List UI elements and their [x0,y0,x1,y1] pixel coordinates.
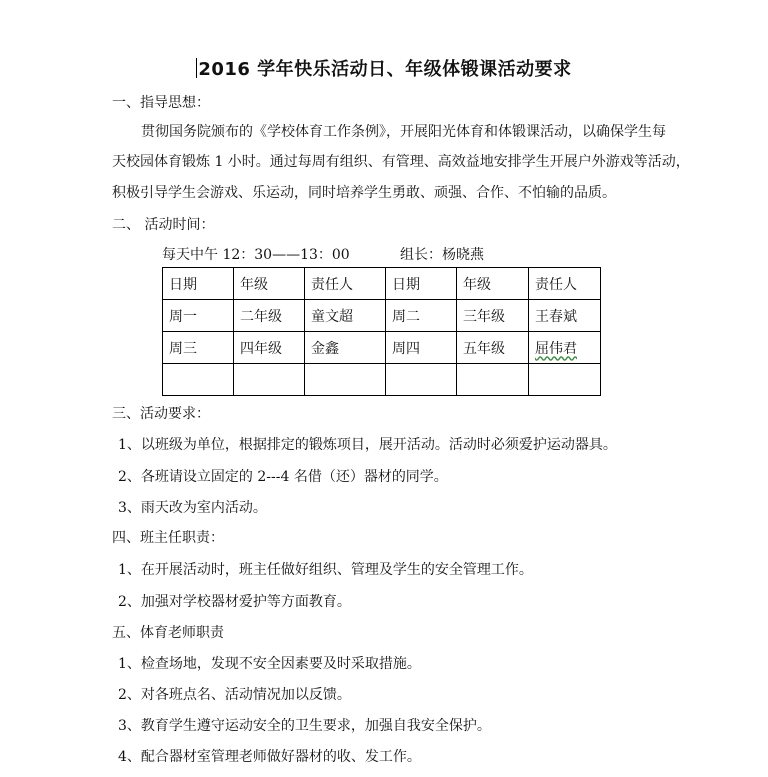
table-cell: 四年级 [234,332,305,364]
table-header-cell: 责任人 [305,268,386,300]
table-cell: 王春斌 [529,300,601,332]
table-cell: 周四 [386,332,457,364]
table-cell [234,364,305,396]
section-heading-pe-teacher-duties: 五、体育老师职责 [112,625,224,641]
table-header-cell: 年级 [457,268,529,300]
list-item: 2、对各班点名、活动情况加以反馈。 [118,687,351,703]
table-header-cell: 责任人 [529,268,601,300]
section-heading-requirements: 三、活动要求： [112,406,210,422]
list-item: 3、教育学生遵守运动安全的卫生要求，加强自我安全保护。 [118,718,491,734]
list-item: 4、配合器材室管理老师做好器材的收、发工作。 [118,749,421,765]
table-cell [163,364,234,396]
table-cell: 五年级 [457,332,529,364]
table-cell: 周二 [386,300,457,332]
section-heading-guiding-thought: 一、指导思想： [112,95,210,111]
list-item: 3、雨天改为室内活动。 [118,500,267,516]
table-cell: 周一 [163,300,234,332]
section-heading-activity-time: 二、 活动时间： [112,217,215,233]
paragraph-line: 天校园体育锻炼 1 小时。通过每周有组织、有管理、高效益地安排学生开展户外游戏等活动， [112,154,690,170]
table-row [163,332,601,364]
table-row [163,300,601,332]
list-item: 1、在开展活动时，班主任做好组织、管理及学生的安全管理工作。 [118,562,533,578]
table-cell: 金鑫 [305,332,386,364]
table-cell [529,364,601,396]
table-cell [305,364,386,396]
list-item: 2、加强对学校器材爱护等方面教育。 [118,594,351,610]
table-header-row [163,268,601,300]
table-header-cell: 日期 [386,268,457,300]
list-item: 2、各班请设立固定的 2---4 名借（还）器材的同学。 [118,469,448,485]
table-cell: 周三 [163,332,234,364]
list-item: 1、检查场地，发现不安全因素要及时采取措施。 [118,656,421,672]
activity-time-text: 每天中午 12：30——13：00 [162,247,350,263]
document-title-text: 2016 学年快乐活动日、年级体锻课活动要求 [198,59,572,80]
table-cell: 童文超 [305,300,386,332]
paragraph-line: 贯彻国务院颁布的《学校体育工作条例》，开展阳光体育和体锻课活动，以确保学生每 [141,124,666,140]
paragraph-line: 积极引导学生会游戏、乐运动，同时培养学生勇敢、顽强、合作、不怕输的品质。 [112,185,616,201]
table-row [163,364,601,396]
table-header-cell: 日期 [163,268,234,300]
table-cell: 二年级 [234,300,305,332]
document-title [0,55,768,81]
table-cell [386,364,457,396]
list-item: 1、以班级为单位，根据排定的锻炼项目，展开活动。活动时必须爱护运动器具。 [118,437,617,453]
section-heading-class-teacher-duties: 四、班主任职责： [112,530,224,546]
table-cell [457,364,529,396]
table-cell: 屈伟君 [529,332,601,364]
table-header-cell: 年级 [234,268,305,300]
schedule-table [162,267,601,396]
table-cell: 三年级 [457,300,529,332]
group-leader-text: 组长：杨晓燕 [400,247,484,263]
